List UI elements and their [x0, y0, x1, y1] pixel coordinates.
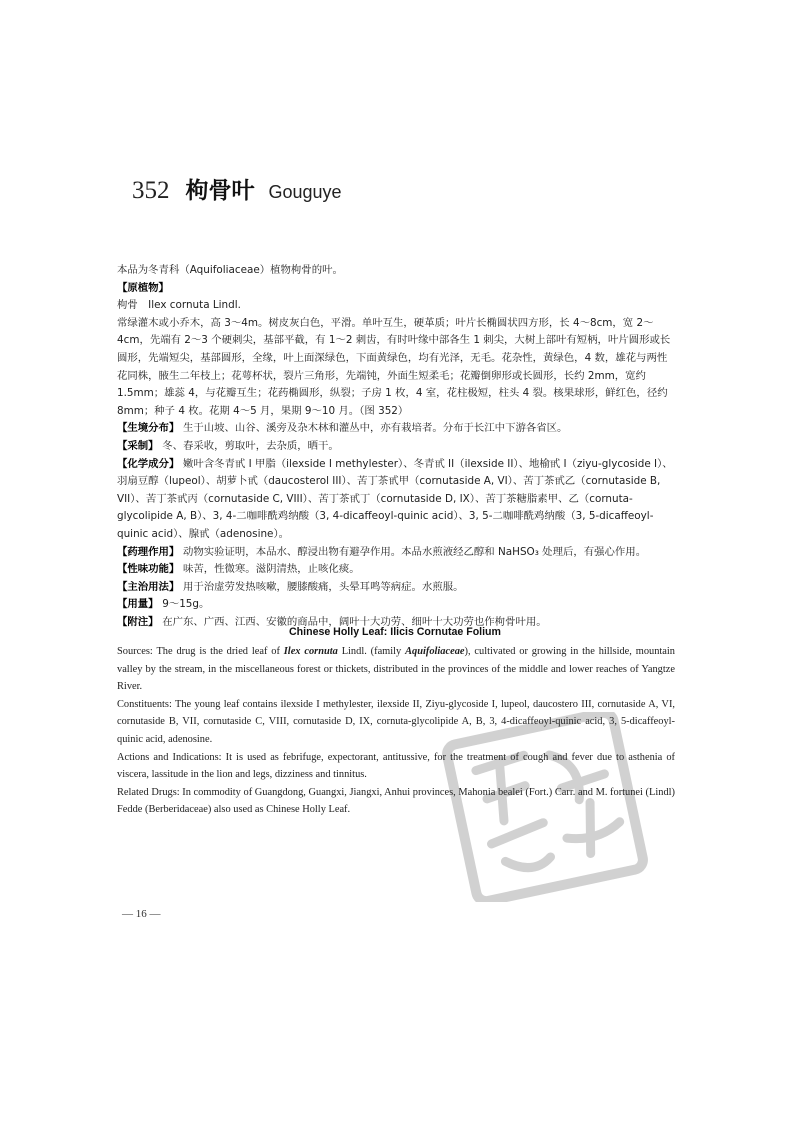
- section-label: 【附注】: [117, 615, 159, 628]
- section-properties: [117, 561, 673, 579]
- family-name: Aquifoliaceae: [405, 646, 465, 657]
- chinese-text-body: [117, 262, 673, 631]
- section-label: 【生境分布】: [117, 422, 180, 435]
- sources-text: Lindl. (family: [337, 646, 406, 657]
- page-number: — 16 —: [122, 908, 161, 920]
- section-chemistry: [117, 456, 673, 544]
- entry-heading: [132, 172, 342, 205]
- entry-title-pinyin: Gouguye: [268, 182, 342, 202]
- section-text: 用于治虚劳发热咳嗽，腰膝酸痛，头晕耳鸣等病症。水煎服。: [182, 580, 464, 593]
- section-label: 【性味功能】: [117, 563, 180, 576]
- plant-species-line: 枸骨 Ilex cornuta Lindl.: [117, 299, 241, 312]
- section-habitat: [117, 420, 673, 438]
- english-title: Chinese Holly Leaf: Ilicis Cornutae Folium: [289, 626, 501, 638]
- section-label: 【化学成分】: [117, 457, 180, 470]
- english-actions: Actions and Indications: It is used as febrifuge, expectorant, antitussive, for the treatment of cough and fever due to asthenia of viscera, lassitude in the lion and legs, dizziness and tinnitus.: [117, 751, 675, 781]
- section-text: 嫩叶含冬青甙 I 甲脂（ilexside I methylester）、冬青甙 II（ilexside II）、地榆甙 I（ziyu-glycoside I）、羽扇豆醇（lupeol）、胡萝卜甙（daucosterol III）、苦丁茶甙甲（cornutaside A, VI）、苦丁茶甙乙（cornutaside B, VII）、苦丁茶甙丙（cornutaside C, VIII）、苦丁茶甙丁（cornutaside D, IX）、苦丁茶糖脂素甲、乙（cornuta-glycolipide A, B）、3, 4-二咖啡酰鸡纳酸（3, 4-dicaffeoyl-quinic acid）、3, 5-二咖啡酰鸡纳酸（3, 5-dicaffeoyl-quinic acid）、腺甙（adenosine）。: [117, 457, 673, 540]
- plant-description: 常绿灌木或小乔木，高 3～4m。树皮灰白色，平滑。单叶互生，硬革质；叶片长椭圆状四方形，长 4～8cm，宽 2～4cm，先端有 2～3 个硬刺尖，基部平截，有 1～2 刺齿，有时叶缘中部各生 1 刺尖，大树上部叶有短柄，叶片圆形或长圆形，先端短尖，基部圆形，全缘，叶上面深绿色，下面黄绿色，均有光泽，无毛。花杂性，黄绿色，4 数，雄花与两性花同株，腋生二年枝上；花萼杯状，裂片三角形，先端钝，外面生短柔毛；花瓣倒卵形或长圆形，长约 2mm，宽约 1.5mm；雄蕊 4，与花瓣互生；花药椭圆形，纵裂；子房 1 枚，4 室，花柱极短，柱头 4 裂。核果球形，鲜红色，径约 8mm；种子 4 枚。花期 4～5 月，果期 9～10 月。（图 352）: [117, 316, 671, 417]
- section-plant-label: [117, 280, 673, 298]
- section-text: 9～15g。: [162, 598, 210, 611]
- entry-number: 352: [132, 177, 170, 204]
- section-usage: [117, 579, 673, 597]
- section-pharmacology: [117, 544, 673, 562]
- section-text: 动物实验证明，本品水、醇浸出物有避孕作用。本品水煎液经乙醇和 NaHSO₃ 处理后，有强心作用。: [182, 545, 647, 558]
- intro-paragraph: 本品为冬青科（Aquifoliaceae）植物枸骨的叶。: [117, 264, 343, 276]
- section-label: 【用量】: [117, 598, 159, 611]
- section-label: 【原植物】: [117, 281, 169, 294]
- entry-title-chinese: 枸骨叶: [185, 178, 255, 204]
- species-name: Ilex cornuta: [283, 646, 338, 657]
- english-constituents: Constituents: The young leaf contains ilexside I methylester, ilexside II, Ziyu-glycoside I, lupeol, daucostero III, cornutaside A, VI, cornutaside B, VII, cornutaside C, VIII, cornutaside D, IX, cornuta-glycolipide A, B, 3, 4-dicaffeoyl-quinic acid, 3, 5-dicaffeoyl-quinic acid, adenosine.: [117, 698, 675, 745]
- english-sources: [117, 643, 675, 696]
- section-label: 【采制】: [117, 439, 159, 452]
- section-dosage: [117, 596, 673, 614]
- section-collection: [117, 438, 673, 456]
- sources-text: ), cultivated or growing in the hillside, mountain valley by the stream, in the miscellaneous forest or thickets, distributed in the provinces of the middle and lower reaches of Yangtze River.: [117, 646, 675, 693]
- section-label: 【药理作用】: [117, 545, 180, 558]
- section-text: 生于山坡、山谷、溪旁及杂木林和灌丛中，亦有栽培者。分布于长江中下游各省区。: [182, 422, 568, 435]
- section-text: 在广东、广西、江西、安徽的商品中，阔叶十大功劳、细叶十大功劳也作枸骨叶用。: [162, 615, 547, 628]
- section-text: 味苦，性微寒。滋阴清热，止咳化痰。: [182, 563, 360, 576]
- section-text: 冬、春采收，剪取叶，去杂质，晒干。: [162, 439, 339, 452]
- english-related-drugs: Related Drugs: In commodity of Guangdong, Guangxi, Jiangxi, Anhui provinces, Mahonia bealei (Fort.) Carr. and M. fortunei (Lindl) Fedde (Berberidaceae) also used as Chinese Holly Leaf.: [117, 786, 675, 816]
- sources-text: Sources: The drug is the dried leaf of: [117, 646, 284, 657]
- seal-watermark: [440, 712, 650, 902]
- section-label: 【主治用法】: [117, 580, 180, 593]
